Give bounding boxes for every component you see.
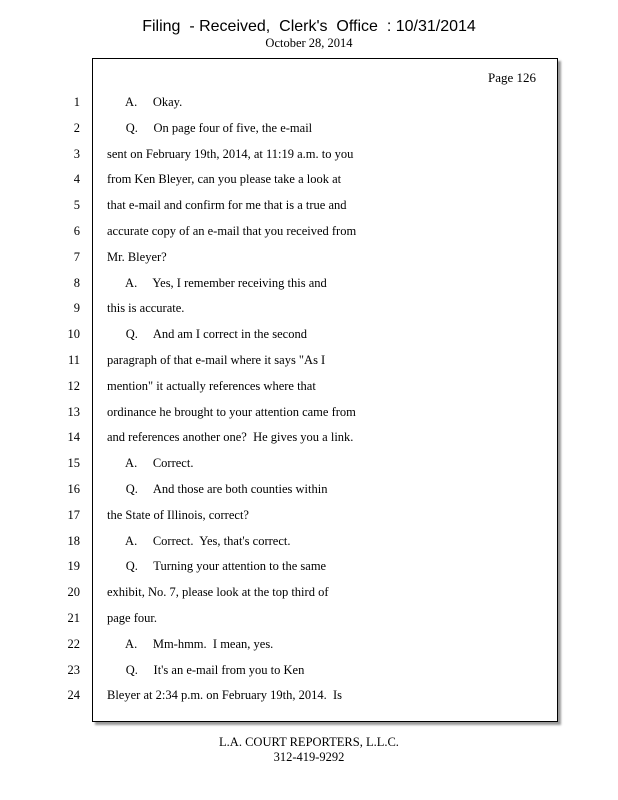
line-number: 23 [67, 663, 80, 677]
line-number: 17 [67, 508, 80, 522]
transcript-line-text: Mr. Bleyer? [107, 250, 167, 264]
line-number: 24 [67, 688, 80, 702]
line-number: 2 [73, 121, 80, 135]
transcript-line-text: and references another one? He gives you a link. [107, 430, 354, 444]
line-number: 10 [67, 327, 80, 341]
transcript-line-text: page four. [107, 611, 157, 625]
line-number: 22 [67, 637, 80, 651]
line-number: 3 [73, 147, 80, 161]
transcript-line-text: Q. Turning your attention to the same [107, 559, 327, 573]
transcript-line-text: the State of Illinois, correct? [107, 508, 249, 522]
transcript-date: October 28, 2014 [265, 36, 353, 50]
line-number: 7 [73, 250, 80, 264]
court-reporter-phone: 312-419-9292 [273, 750, 345, 764]
line-number: 20 [67, 585, 80, 599]
line-number: 19 [67, 559, 80, 573]
line-number: 18 [67, 534, 80, 548]
transcript-line-text: Q. And those are both counties within [107, 482, 328, 496]
line-number: 16 [67, 482, 80, 496]
line-number: 6 [73, 224, 80, 238]
line-number: 11 [67, 353, 80, 367]
transcript-line-text: from Ken Bleyer, can you please take a look at [107, 172, 342, 186]
line-number: 5 [73, 198, 80, 212]
transcript-line-text: exhibit, No. 7, please look at the top third of [107, 585, 329, 599]
line-number: 12 [67, 379, 80, 393]
line-number: 15 [67, 456, 80, 470]
transcript-line-text: Q. On page four of five, the e-mail [107, 121, 313, 135]
filing-stamp: Filing - Received, Clerk's Office : 10/31/2014 [142, 18, 476, 35]
transcript-line-text: this is accurate. [107, 301, 185, 315]
transcript-line-text: sent on February 19th, 2014, at 11:19 a.m. to you [107, 147, 354, 161]
page-number: Page 126 [487, 70, 536, 85]
transcript-line-text: Q. It's an e-mail from you to Ken [107, 663, 305, 677]
line-number: 8 [73, 276, 80, 290]
transcript-line-text: A. Yes, I remember receiving this and [107, 276, 327, 290]
line-number: 4 [73, 172, 80, 186]
transcript-line-text: Bleyer at 2:34 p.m. on February 19th, 2014. Is [107, 688, 343, 702]
line-number: 1 [73, 95, 80, 109]
transcript-line-text: paragraph of that e-mail where it says "As I [107, 353, 326, 367]
transcript-line-text: mention" it actually references where that [107, 379, 316, 393]
transcript-line-text: Q. And am I correct in the second [107, 327, 307, 341]
transcript-line-text: that e-mail and confirm for me that is a true and [107, 198, 347, 212]
line-number: 9 [73, 301, 80, 315]
transcript-line-text: A. Correct. [107, 456, 194, 470]
court-reporter-name: L.A. COURT REPORTERS, L.L.C. [219, 735, 399, 749]
transcript-line-text: A. Mm-hmm. I mean, yes. [107, 637, 274, 651]
line-number: 13 [67, 405, 80, 419]
transcript-line-text: accurate copy of an e-mail that you received from [107, 224, 357, 238]
transcript-line-text: A. Correct. Yes, that's correct. [107, 534, 291, 548]
line-number: 14 [67, 430, 80, 444]
line-number: 21 [67, 611, 80, 625]
transcript-line-text: ordinance he brought to your attention came from [107, 405, 356, 419]
transcript-line-text: A. Okay. [107, 95, 183, 109]
